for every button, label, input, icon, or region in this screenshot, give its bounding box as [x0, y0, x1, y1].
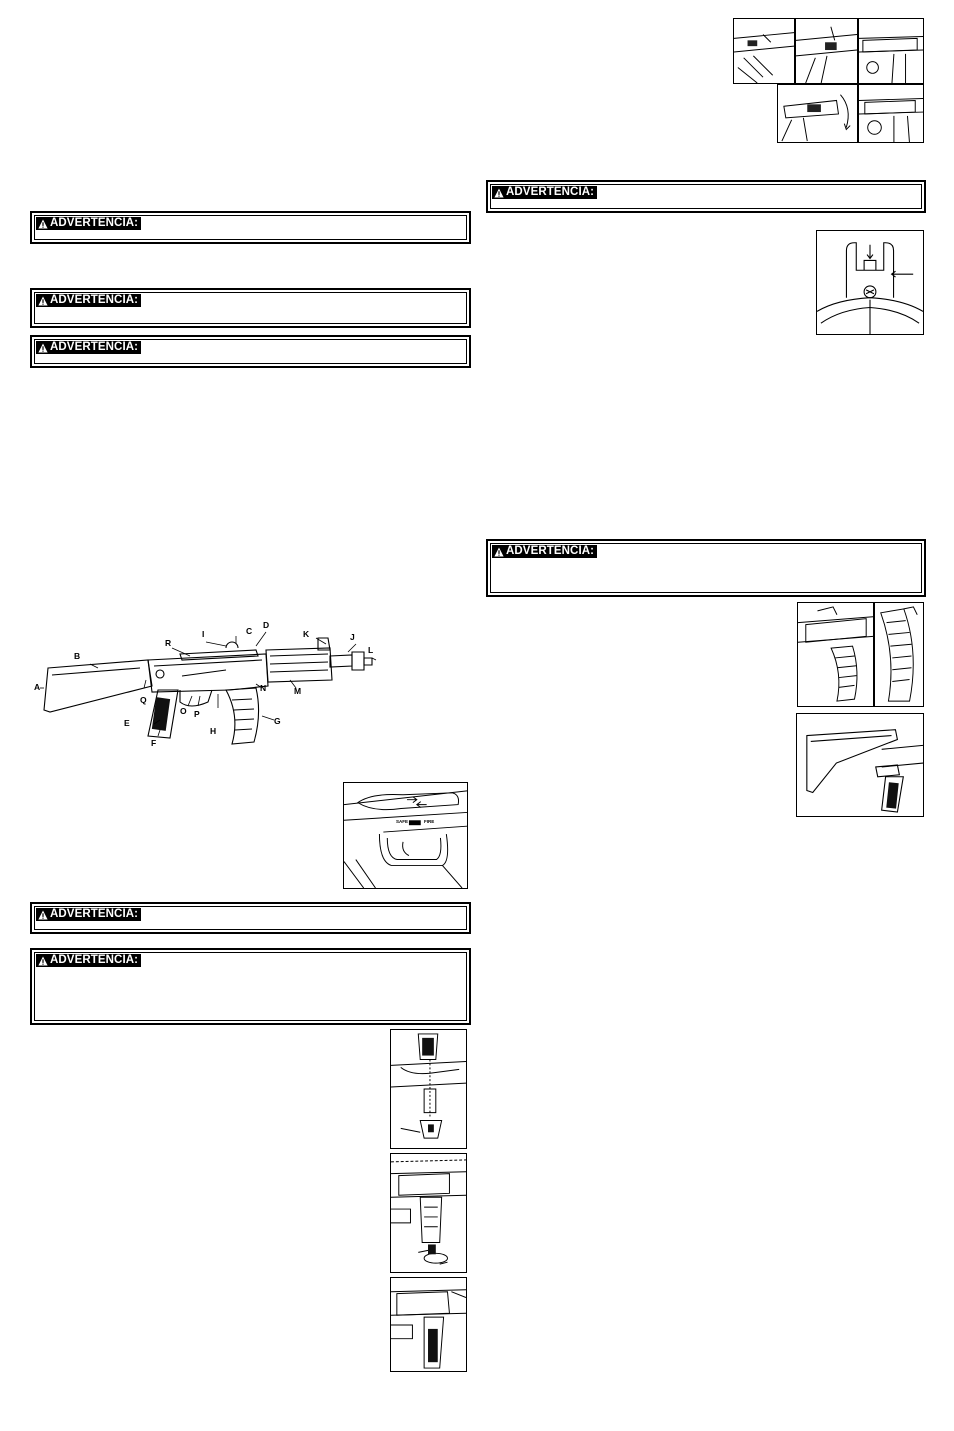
warning-box-6 [486, 180, 926, 213]
part-label-g: G [274, 716, 281, 726]
part-label-k: K [303, 629, 310, 639]
warning-tag [492, 186, 597, 199]
part-label-e: E [124, 718, 130, 728]
warning-label: ADVERTENCIA: [50, 341, 139, 353]
warning-triangle-icon [38, 219, 48, 229]
warning-triangle-icon [38, 910, 48, 920]
warning-triangle-icon [38, 296, 48, 306]
warning-label: ADVERTENCIA: [50, 294, 139, 306]
warning-box-4 [30, 902, 471, 934]
warning-tag [36, 217, 141, 230]
part-label-a: A [34, 682, 41, 692]
magazine-insert-figure-1 [797, 602, 874, 707]
part-label-m: M [294, 686, 302, 696]
part-label-d: D [263, 620, 270, 630]
stock-fold-figure-4 [777, 84, 858, 143]
warning-tag [36, 294, 141, 307]
warning-label: ADVERTENCIA: [50, 954, 139, 966]
safe-label: SAFE [396, 819, 409, 824]
safety-selector-figure [343, 782, 468, 889]
part-label-i: I [202, 629, 205, 639]
stock-fold-figure-1 [733, 18, 795, 84]
front-sight-figure [816, 230, 924, 335]
grip-install-figure-1 [390, 1029, 467, 1149]
part-label-b: B [74, 651, 81, 661]
stock-fold-figure-2 [795, 18, 858, 84]
grip-install-figure-3 [390, 1277, 467, 1372]
warning-triangle-icon [494, 547, 504, 557]
warning-box-1 [30, 211, 471, 244]
part-label-q: Q [140, 695, 147, 705]
part-label-p: P [194, 709, 200, 719]
part-label-o: O [180, 706, 187, 716]
warning-label: ADVERTENCIA: [506, 545, 595, 557]
warning-label: ADVERTENCIA: [50, 217, 139, 229]
grip-install-figure-2 [390, 1153, 467, 1273]
warning-tag [36, 908, 141, 921]
part-label-l: L [368, 645, 374, 655]
stock-fold-figure-5 [858, 84, 924, 143]
warning-tag [36, 341, 141, 354]
warning-box-2 [30, 288, 471, 328]
warning-box-7 [486, 539, 926, 597]
part-label-r: R [165, 638, 172, 648]
stock-fold-figure-3 [858, 18, 924, 84]
rifle-parts-diagram [30, 620, 390, 755]
warning-label: ADVERTENCIA: [506, 186, 595, 198]
warning-tag [492, 545, 597, 558]
warning-label: ADVERTENCIA: [50, 908, 139, 920]
part-label-n: N [260, 683, 267, 693]
part-label-c: C [246, 626, 253, 636]
part-label-j: J [350, 632, 355, 642]
warning-box-5 [30, 948, 471, 1025]
warning-box-3 [30, 335, 471, 368]
fire-label: FIRE [424, 819, 435, 824]
magazine-insert-figure-2 [874, 602, 924, 707]
warning-triangle-icon [38, 343, 48, 353]
part-label-h: H [210, 726, 217, 736]
warning-triangle-icon [38, 956, 48, 966]
warning-triangle-icon [494, 188, 504, 198]
warning-tag [36, 954, 141, 967]
part-label-f: F [151, 738, 157, 748]
stock-figure [796, 713, 924, 817]
